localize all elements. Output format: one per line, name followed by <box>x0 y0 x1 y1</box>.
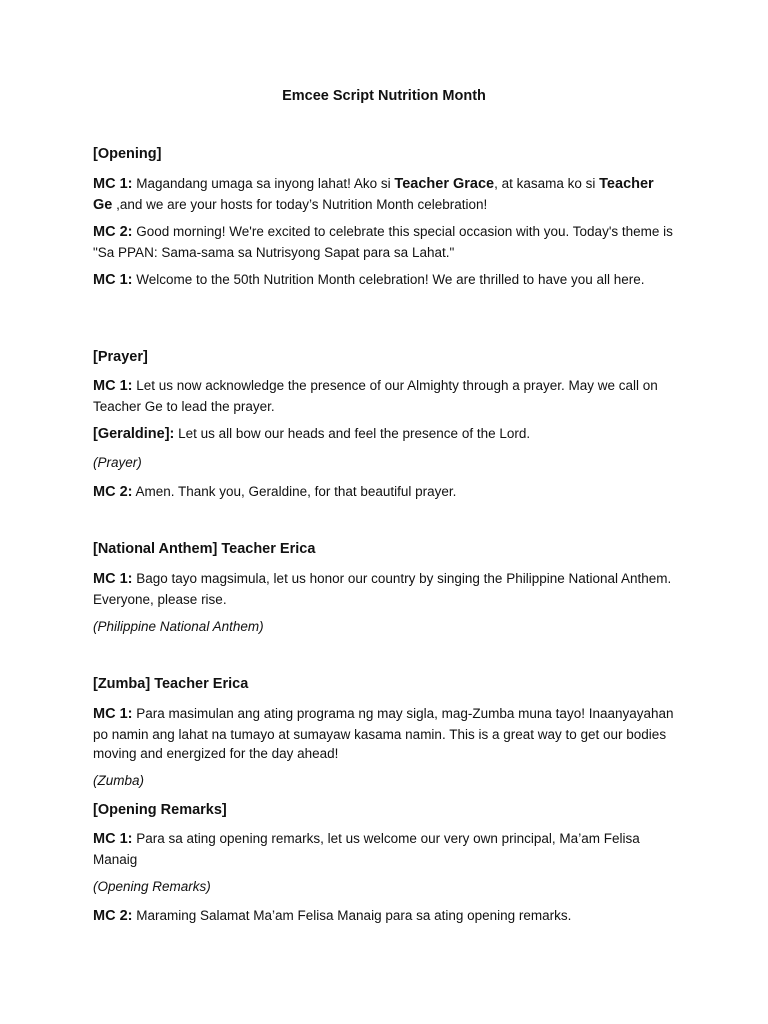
line-text: Let us now acknowledge the presence of our Almighty through a prayer. May we call on Teacher Ge to lead the prayer. <box>93 378 658 414</box>
speaker-label: MC 2: <box>93 224 133 240</box>
speaker-label: MC 1: <box>93 176 133 192</box>
section-heading-prayer: [Prayer] <box>93 349 148 365</box>
speaker-label: MC 1: <box>93 571 133 587</box>
script-line-zumba-mc1 <box>93 704 677 764</box>
line-text: Bago tayo magsimula, let us honor our country by singing the Philippine National Anthem. Everyone, please rise. <box>93 571 672 607</box>
speaker-label: MC 2: <box>93 484 133 500</box>
script-line-remarks-mc1 <box>93 829 677 869</box>
line-text: ,and we are your hosts for today’s Nutrition Month celebration! <box>112 196 488 212</box>
speaker-label: MC 1: <box>93 831 133 847</box>
stage-direction: (Prayer) <box>93 455 142 470</box>
script-line-opening-mc2 <box>93 222 677 262</box>
line-text: Magandang umaga sa inyong lahat! Ako si <box>132 176 395 191</box>
script-line-prayer-mc1 <box>93 376 677 416</box>
speaker-label: MC 1: <box>93 706 133 722</box>
script-line-remarks-mc2 <box>93 906 677 927</box>
line-text: Maraming Salamat Ma’am Felisa Manaig para sa ating opening remarks. <box>132 908 572 923</box>
script-line-prayer-geraldine <box>93 424 677 445</box>
line-text: Para sa ating opening remarks, let us welcome our very own principal, Ma’am Felisa Manaig <box>93 831 640 867</box>
speaker-label: MC 1: <box>93 378 133 394</box>
speaker-label: [Geraldine]: <box>93 426 175 442</box>
host-name: Teacher Grace <box>394 176 495 192</box>
stage-direction: (Zumba) <box>93 773 145 788</box>
stage-direction: (Philippine National Anthem) <box>93 619 264 634</box>
line-text: Amen. Thank you, Geraldine, for that beautiful prayer. <box>132 484 457 499</box>
section-heading-opening-remarks: [Opening Remarks] <box>93 802 227 818</box>
line-text: , at kasama ko si <box>494 176 600 191</box>
speaker-label: MC 2: <box>93 908 133 924</box>
section-heading-zumba: [Zumba] Teacher Erica <box>93 676 249 692</box>
section-heading-opening: [Opening] <box>93 146 162 162</box>
host-name: Teacher Ge <box>93 176 654 213</box>
script-line-opening-mc1 <box>93 174 677 215</box>
script-line-prayer-mc2 <box>93 482 677 503</box>
script-line-anthem-mc1 <box>93 569 677 609</box>
line-text: Para masimulan ang ating programa ng may sigla, mag-Zumba muna tayo! Inaanyayahan po namin ang lahat na tumayo at sumayaw kasama namin. This is a great way to get our bodies moving and energized for the day ahead! <box>93 706 674 761</box>
line-text: Good morning! We're excited to celebrate this special occasion with you. Today's theme is "Sa PPAN: Sama-sama sa Nutrisyong Sapat para sa Lahat." <box>93 224 673 260</box>
section-heading-anthem: [National Anthem] Teacher Erica <box>93 541 316 557</box>
script-line-opening-mc1-welcome <box>93 270 677 291</box>
speaker-label: MC 1: <box>93 272 133 288</box>
line-text: Welcome to the 50th Nutrition Month celebration! We are thrilled to have you all here. <box>132 272 645 287</box>
document-title: Emcee Script Nutrition Month <box>282 88 486 104</box>
stage-direction: (Opening Remarks) <box>93 879 211 894</box>
line-text: Let us all bow our heads and feel the presence of the Lord. <box>174 426 531 441</box>
